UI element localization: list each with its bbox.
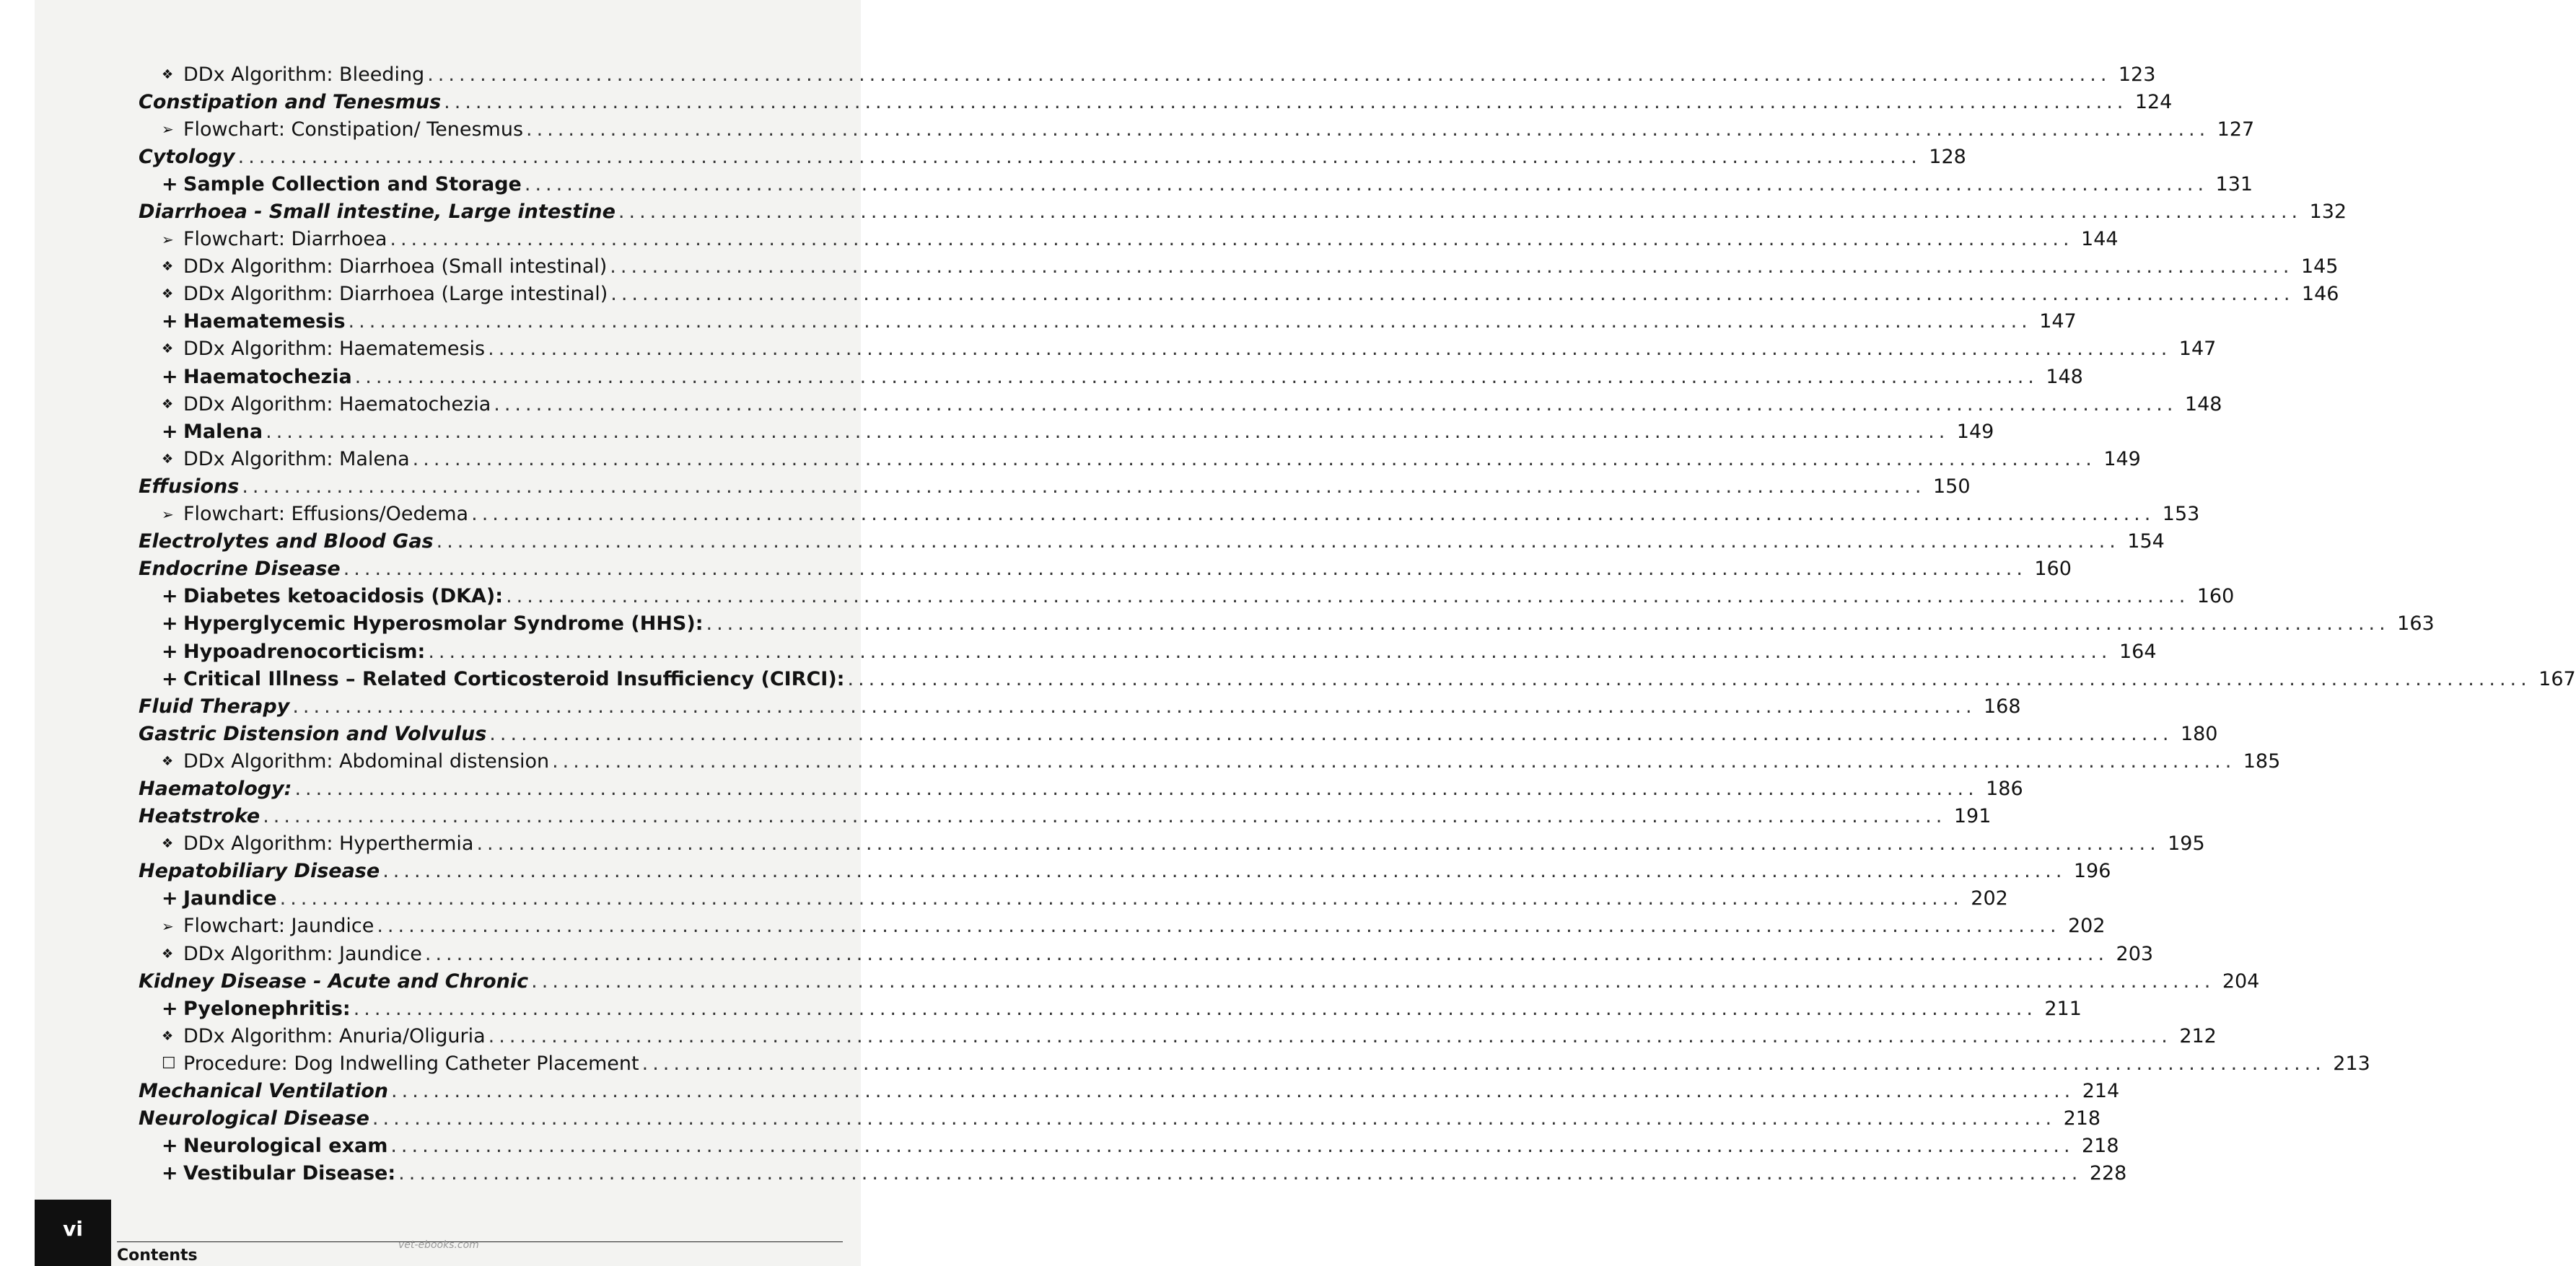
toc-entry-title: DDx Algorithm: Malena: [183, 447, 410, 470]
toc-entry-title: Cytology: [139, 145, 235, 168]
toc-leader-dots: ................................................................................................................................................................: [294, 777, 1979, 800]
toc-entry-marker-icon: +: [162, 172, 178, 195]
toc-leader-dots: ................................................................................................................................................................: [343, 558, 2027, 581]
toc-entry: [139, 143, 1966, 170]
toc-entry-title: Malena: [183, 420, 263, 443]
toc-entry: [139, 363, 2083, 390]
toc-entry-marker-icon: ❖: [162, 259, 174, 275]
toc-entry-page-number: 149: [2103, 447, 2141, 470]
toc-leader-dots: ................................................................................................................................................................: [618, 201, 2303, 224]
toc-entry: [139, 747, 2281, 775]
toc-entry: [139, 693, 2021, 720]
toc-entry: [139, 281, 2339, 308]
toc-entry: [139, 665, 2576, 693]
toc-entry-page-number: 212: [2179, 1024, 2217, 1047]
toc-entry: [139, 885, 2008, 913]
toc-leader-dots: ................................................................................................................................................................: [391, 1080, 2075, 1103]
toc-entry: [139, 115, 2255, 143]
toc-entry: [139, 775, 2023, 802]
toc-entry-page-number: 164: [2119, 640, 2157, 663]
toc-entry-title: Jaundice: [183, 887, 277, 910]
toc-entry-page-number: 144: [2081, 228, 2119, 251]
toc-entry: [139, 170, 2253, 198]
toc-entry-title: Gastric Distension and Volvulus: [139, 722, 487, 745]
toc-entry-title: Endocrine Disease: [139, 558, 341, 581]
toc-entry-marker-icon: +: [162, 420, 178, 443]
toc-entry-page-number: 147: [2039, 310, 2077, 333]
toc-leader-dots: ................................................................................................................................................................: [476, 832, 2160, 856]
page-number-tab: [35, 1200, 111, 1266]
toc-entry: [139, 555, 2072, 583]
toc-entry-page-number: 218: [2063, 1107, 2101, 1130]
toc-entry-page-number: 202: [2068, 915, 2106, 938]
toc-leader-dots: ................................................................................................................................................................: [377, 915, 2061, 938]
toc-entry-page-number: 146: [2301, 283, 2339, 306]
toc-entry-marker-icon: +: [162, 997, 178, 1020]
toc-entry-page-number: 228: [2089, 1162, 2127, 1185]
toc-entry-marker-icon: +: [162, 640, 178, 663]
toc-entry-marker-icon: ➢: [162, 120, 174, 139]
toc-entry-page-number: 127: [2217, 118, 2255, 141]
toc-leader-dots: ................................................................................................................................................................: [263, 805, 1947, 828]
toc-entry-title: Haematemesis: [183, 310, 346, 333]
toc-entry: [139, 803, 1992, 830]
toc-entry: [139, 830, 2205, 858]
page-number: vi: [63, 1217, 83, 1241]
toc-entry-marker-icon: ❖: [162, 341, 174, 357]
toc-entry-title: Electrolytes and Blood Gas: [139, 530, 434, 553]
toc-leader-dots: ................................................................................................................................................................: [552, 750, 2236, 773]
toc-entry: [139, 1050, 2370, 1077]
toc-entry-page-number: 160: [2034, 558, 2072, 581]
toc-entry: [139, 390, 2222, 418]
toc-entry-marker-icon: ➢: [162, 505, 174, 523]
toc-entry: [139, 418, 1994, 445]
toc-entry-title: DDx Algorithm: Bleeding: [183, 63, 425, 86]
toc-leader-dots: ................................................................................................................................................................: [436, 530, 2120, 553]
toc-entry: [139, 226, 2119, 253]
toc-entry-marker-icon: ➢: [162, 917, 174, 935]
toc-leader-dots: ................................................................................................................................................................: [506, 585, 2190, 608]
toc-leader-dots: ................................................................................................................................................................: [412, 447, 2096, 470]
toc-entry-marker-icon: ❖: [162, 451, 174, 467]
toc-leader-dots: ................................................................................................................................................................: [427, 63, 2111, 86]
toc-entry: [139, 88, 2173, 115]
toc-entry-page-number: 153: [2162, 503, 2200, 526]
toc-entry: [139, 1133, 2119, 1160]
toc-entry-page-number: 204: [2222, 970, 2260, 993]
toc-entry-page-number: 168: [1983, 695, 2021, 718]
watermark-text: vet-ebooks.com: [398, 1239, 479, 1251]
toc-leader-dots: ................................................................................................................................................................: [610, 283, 2295, 306]
toc-entry-title: Flowchart: Constipation/ Tenesmus: [183, 118, 524, 141]
toc-leader-dots: ................................................................................................................................................................: [488, 1024, 2172, 1047]
toc-entry-title: Neurological Disease: [139, 1107, 369, 1130]
toc-entry: [139, 995, 2082, 1022]
toc-entry-marker-icon: ❖: [162, 836, 174, 852]
toc-entry-page-number: 185: [2243, 750, 2281, 773]
toc-leader-dots: ................................................................................................................................................................: [354, 365, 2038, 388]
toc-entry: [139, 528, 2165, 555]
toc-entry-title: DDx Algorithm: Haematochezia: [183, 392, 491, 416]
toc-leader-dots: ................................................................................................................................................................: [348, 310, 2032, 333]
toc-entry: [139, 610, 2435, 638]
toc-entry-marker-icon: +: [162, 365, 178, 388]
toc-entry-title: Mechanical Ventilation: [139, 1080, 389, 1103]
toc-entry: [139, 1105, 2101, 1133]
footer-section-label: Contents: [117, 1247, 198, 1265]
toc-entry-page-number: 196: [2073, 860, 2111, 883]
toc-entry-page-number: 124: [2134, 90, 2173, 113]
toc-leader-dots: ................................................................................................................................................................: [531, 970, 2215, 993]
toc-entry-title: Haematochezia: [183, 365, 352, 388]
toc-entry: [139, 198, 2347, 225]
toc-leader-dots: ................................................................................................................................................................: [390, 228, 2074, 251]
toc-entry-page-number: 147: [2178, 338, 2217, 361]
toc-entry-page-number: 202: [1971, 887, 2008, 910]
toc-entry-marker-icon: ❖: [162, 946, 174, 962]
toc-entry-title: DDx Algorithm: Hyperthermia: [183, 832, 474, 856]
toc-entry: [139, 1160, 2127, 1187]
toc-leader-dots: ................................................................................................................................................................: [424, 942, 2109, 965]
toc-entry-marker-icon: +: [162, 310, 178, 333]
toc-leader-dots: ................................................................................................................................................................: [488, 338, 2172, 361]
toc-entry-page-number: 195: [2168, 832, 2205, 856]
toc-entry: [139, 967, 2260, 995]
toc-entry-title: Constipation and Tenesmus: [139, 90, 442, 113]
toc-leader-dots: ................................................................................................................................................................: [524, 172, 2209, 195]
toc-entry-page-number: 148: [2046, 365, 2083, 388]
toc-entry-marker-icon: +: [162, 612, 178, 636]
toc-entry-title: Critical Illness – Related Corticosteroid Insufficiency (CIRCI):: [183, 667, 845, 690]
toc-leader-dots: ................................................................................................................................................................: [242, 475, 1926, 498]
toc-entry: [139, 1077, 2120, 1104]
toc-leader-dots: ................................................................................................................................................................: [353, 997, 2037, 1020]
toc-leader-dots: ................................................................................................................................................................: [279, 887, 1963, 910]
toc-entry-page-number: 191: [1953, 805, 1992, 828]
toc-entry-title: DDx Algorithm: Diarrhoea (Large intestinal): [183, 283, 608, 306]
toc-entry-marker-icon: +: [162, 1162, 178, 1185]
toc-leader-dots: ................................................................................................................................................................: [641, 1052, 2326, 1075]
toc-entry-title: Hyperglycemic Hyperosmolar Syndrome (HHS):: [183, 612, 704, 636]
toc-entry-page-number: 160: [2196, 585, 2235, 608]
toc-entry-page-number: 186: [1986, 777, 2023, 800]
toc-entry-page-number: 163: [2397, 612, 2435, 636]
toc-entry-page-number: 180: [2180, 722, 2218, 745]
toc-entry-page-number: 149: [1956, 420, 1994, 443]
toc-entry-title: Effusions: [139, 475, 240, 498]
toc-leader-dots: ................................................................................................................................................................: [390, 1135, 2075, 1158]
toc-entry-title: Sample Collection and Storage: [183, 172, 522, 195]
toc-entry-title: Hypoadrenocorticism:: [183, 640, 426, 663]
toc-entry-page-number: 145: [2300, 255, 2339, 278]
toc-entry: [139, 1022, 2217, 1050]
toc-entry-marker-icon: ❖: [162, 753, 174, 769]
toc-entry: [139, 858, 2111, 885]
table-of-contents: [139, 61, 2576, 1187]
toc-entry-title: Haematology:: [139, 777, 292, 800]
toc-entry-title: Flowchart: Jaundice: [183, 915, 374, 938]
toc-entry-marker-icon: ❖: [162, 1028, 174, 1044]
toc-leader-dots: ................................................................................................................................................................: [428, 640, 2112, 663]
toc-entry-page-number: 150: [1932, 475, 1971, 498]
toc-entry: [139, 583, 2235, 610]
toc-entry-page-number: 218: [2082, 1135, 2119, 1158]
toc-entry-page-number: 131: [2215, 172, 2253, 195]
toc-entry-marker-icon: ❖: [162, 396, 174, 412]
toc-entry: [139, 445, 2141, 472]
toc-entry-page-number: 128: [1929, 145, 1966, 168]
footer-divider: [117, 1241, 843, 1242]
toc-entry-title: Flowchart: Diarrhoea: [183, 228, 387, 251]
toc-entry-title: Hepatobiliary Disease: [139, 860, 380, 883]
toc-entry: [139, 472, 1971, 500]
toc-entry-page-number: 203: [2116, 942, 2154, 965]
toc-leader-dots: ................................................................................................................................................................: [444, 90, 2128, 113]
toc-entry-page-number: 123: [2118, 63, 2156, 86]
toc-entry-title: Heatstroke: [139, 805, 260, 828]
toc-entry-page-number: 211: [2044, 997, 2082, 1020]
toc-entry-title: DDx Algorithm: Diarrhoea (Small intestinal): [183, 255, 608, 278]
toc-entry: [139, 61, 2156, 88]
toc-entry-marker-icon: ➢: [162, 230, 174, 248]
toc-entry-title: DDx Algorithm: Haematemesis: [183, 338, 486, 361]
toc-entry-marker-icon: ❖: [162, 66, 174, 82]
toc-entry: [139, 253, 2339, 281]
toc-entry-title: Neurological exam: [183, 1135, 388, 1158]
toc-leader-dots: ................................................................................................................................................................: [706, 612, 2390, 636]
toc-entry-marker-icon: +: [162, 585, 178, 608]
toc-entry-page-number: 167: [2538, 667, 2576, 690]
toc-entry-marker-icon: ❖: [162, 286, 174, 302]
toc-entry-title: DDx Algorithm: Anuria/Oliguria: [183, 1024, 486, 1047]
toc-leader-dots: ................................................................................................................................................................: [237, 145, 1922, 168]
toc-entry-title: Flowchart: Effusions/Oedema: [183, 503, 469, 526]
toc-leader-dots: ................................................................................................................................................................: [847, 667, 2531, 690]
toc-entry-title: Fluid Therapy: [139, 695, 290, 718]
toc-entry-title: Pyelonephritis:: [183, 997, 351, 1020]
toc-leader-dots: ................................................................................................................................................................: [489, 722, 2173, 745]
toc-entry-title: DDx Algorithm: Abdominal distension: [183, 750, 550, 773]
toc-entry-page-number: 214: [2082, 1080, 2120, 1103]
toc-entry-title: Vestibular Disease:: [183, 1162, 396, 1185]
toc-entry-page-number: 213: [2333, 1052, 2370, 1075]
toc-entry: [139, 335, 2217, 363]
toc-entry: [139, 501, 2200, 528]
toc-entry: [139, 940, 2154, 967]
toc-entry: [139, 720, 2218, 747]
toc-entry-marker-icon: +: [162, 1135, 178, 1158]
toc-entry-marker-icon: ☐: [162, 1054, 176, 1073]
toc-entry-title: Kidney Disease - Acute and Chronic: [139, 970, 529, 993]
toc-entry-marker-icon: +: [162, 887, 178, 910]
toc-leader-dots: ................................................................................................................................................................: [266, 420, 1950, 443]
toc-entry: [139, 308, 2077, 335]
toc-entry-title: Diarrhoea - Small intestine, Large intestine: [139, 201, 615, 224]
toc-leader-dots: ................................................................................................................................................................: [526, 118, 2210, 141]
toc-leader-dots: ................................................................................................................................................................: [382, 860, 2067, 883]
toc-leader-dots: ................................................................................................................................................................: [494, 392, 2178, 416]
toc-entry-page-number: 154: [2127, 530, 2165, 553]
toc-entry-title: Diabetes ketoacidosis (DKA):: [183, 585, 504, 608]
toc-leader-dots: ................................................................................................................................................................: [398, 1162, 2082, 1185]
toc-entry-title: DDx Algorithm: Jaundice: [183, 942, 422, 965]
toc-leader-dots: ................................................................................................................................................................: [372, 1107, 2056, 1130]
toc-leader-dots: ................................................................................................................................................................: [292, 695, 1976, 718]
toc-entry-marker-icon: +: [162, 667, 178, 690]
toc-entry: [139, 913, 2106, 940]
toc-entry-page-number: 148: [2184, 392, 2222, 416]
toc-leader-dots: ................................................................................................................................................................: [610, 255, 2294, 278]
toc-leader-dots: ................................................................................................................................................................: [471, 503, 2155, 526]
toc-entry-page-number: 132: [2309, 201, 2347, 224]
toc-entry: [139, 638, 2157, 665]
toc-entry-title: Procedure: Dog Indwelling Catheter Placement: [183, 1052, 639, 1075]
